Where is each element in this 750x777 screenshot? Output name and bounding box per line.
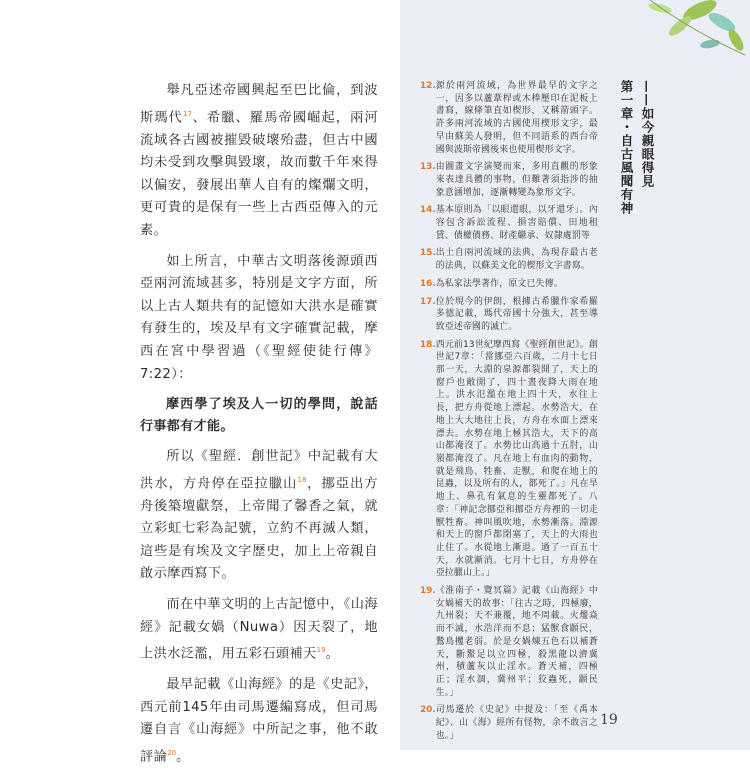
footnote-ref: 20 xyxy=(167,749,177,758)
footnote-ref: 19 xyxy=(316,646,326,655)
page-number: 19 xyxy=(600,712,618,728)
scripture-quote xyxy=(140,394,378,438)
chapter-subtitle xyxy=(636,80,656,188)
footnote-number: 16. xyxy=(420,278,436,289)
footnote-ref: 18 xyxy=(297,475,307,484)
paragraph-text: ，挪亞出方舟後築壇獻祭，上帝聞了馨香之氣，就立彩虹七彩為記號，立約不再滅人類，這些是有埃及文字歷史，加上上帝親自啟示摩西寫下。 xyxy=(140,476,379,582)
footnote-item xyxy=(420,704,598,742)
footnote-item xyxy=(420,296,598,334)
footnote-number: 19. xyxy=(420,586,436,597)
paragraph-text: 。 xyxy=(176,749,190,765)
footnote-text: 出土自兩河流域的法典，為現存最古老的法典，以蘇美文化的楔形文字書寫。 xyxy=(435,248,598,272)
notes-sidebar xyxy=(400,0,750,750)
footnote-item xyxy=(420,80,598,156)
paragraph xyxy=(140,594,378,666)
chapter-title: 第一章・自古風聞有神 xyxy=(619,80,634,215)
paragraph xyxy=(140,446,378,586)
footnote-number: 20. xyxy=(420,705,436,716)
footnote-item xyxy=(420,247,598,272)
footnote-text: 源於兩河流域，為世界最早的文字之一，因多以蘆葦桿或木棒壓印在泥板上書寫，線條筆直如楔形，又稱箭頭字。許多兩河流域的古國使用楔形文字，最早由蘇美人發明，但不同語系的西台帝國與波斯帝國後來也使用楔形文字。 xyxy=(435,81,598,155)
paragraph-text: 最早記載《山海經》的是《史記》，西元前145年由司馬遷編寫成，但司馬遷自言《山海經》中所記之事，他不敢評論 xyxy=(140,677,378,765)
body-text xyxy=(140,80,378,777)
footnote-number: 17. xyxy=(420,296,436,307)
paragraph xyxy=(140,80,378,243)
paragraph-text: 而在中華文明的上古記憶中，《山海經》記載女媧（Nuwa）因天裂了，地上洪水泛濫，用五彩石頭補天 xyxy=(140,597,378,662)
paragraph-text: 舉凡亞述帝國興起至巴比倫，到波斯瑪代 xyxy=(140,83,378,125)
footnote-text: 西元前13世紀摩西寫《聖經創世記》。創世記7章：「當挪亞六百歲，二月十七日那一天，大淵的泉源都裂開了，天上的窗戶也敞開了，四十晝夜降大雨在地上。洪水氾濫在地上四十天，水往上長，把方舟從地上漂起。水勢浩大，在地上大大地往上長，方舟在水面上漂來漂去。水勢在地上極其浩大，天下的高山都淹沒了。水勢比山高過十五肘，山嶺都淹沒了。凡在地上有血肉的動物，就是飛鳥、牲畜、走獸，和爬在地上的昆蟲，以及所有的人，都死了。」凡在旱地上、鼻孔有氣息的生靈都死了。八章：「神記念挪亞和挪亞方舟裡的一切走獸牲畜。神叫風吹地，水勢漸落。淵源和天上的窗戶都閉塞了，天上的大雨也止住了。水從地上漸退。過了一百五十天，水就漸消。七月十七日，方舟停在亞拉臘山上。」 xyxy=(435,339,598,579)
subtitle-text: 如今親眼得見 xyxy=(640,107,655,188)
paragraph-text: 、希臘、羅馬帝國崛起，兩河流域各古國被摧毀破壞殆盡，但古中國均未受到攻擊與毀壞，故而數千年來得以偏安，發展出華人自有的燦爛文明，更可貴的是保有一些上古西亞傳入的元素。 xyxy=(140,109,378,238)
paragraph-text: 所以《聖經．創世記》中記載有大洪水，方舟停在亞拉臘山 xyxy=(140,449,378,492)
footnote-text: 基本原則為「以眼還眼，以牙還牙」。內容包含訴訟流程、損害賠償、田地租賃、債權債務、財產繼承、奴隸處罰等 xyxy=(435,205,598,241)
paragraph xyxy=(140,674,378,769)
footnote-item xyxy=(420,278,598,291)
paragraph-text: 。 xyxy=(325,646,340,662)
paragraph: 如上所言，中華古文明落後源頭西亞兩河流域甚多，特別是文字方面，所以上古人類共有的記憶如大洪水是確實有發生的，埃及早有文字確實記載，摩西在宮中學習過（《聖經使徒行傳》7:22）： xyxy=(140,253,378,382)
footnote-item xyxy=(420,585,598,699)
quote-text: 摩西學了埃及人一切的學問，說話行事都有才能。 xyxy=(140,397,378,435)
footnote-number: 15. xyxy=(420,248,436,259)
footnote-ref: 17 xyxy=(182,109,192,118)
footnote-number: 13. xyxy=(420,162,436,173)
footnote-item xyxy=(420,161,598,199)
footnote-item xyxy=(420,204,598,242)
leaves-illustration xyxy=(540,0,750,60)
footnote-item xyxy=(420,339,598,580)
footnote-text: 《淮南子・覽冥篇》記載《山海經》中女媧補天的故事：「往古之時，四極廢，九州裂；天不兼覆，地不周載。火爁焱而不滅，水浩洋而不息；猛獸食顓民，鷙鳥攫老弱。於是女媧煉五色石以補蒼天，斷鰲足以立四極，殺黑龍以濟冀州，積蘆灰以止淫水。蒼天補，四極正；淫水涸，冀州平；狡蟲死，顓民生。」 xyxy=(435,586,598,698)
footnote-text: 由圖畫文字演變而來，多用直觀的形象來表達具體的事物，但難著須指涉的抽象意涵增加，逐漸轉變為象形文字。 xyxy=(435,162,598,198)
footnote-text: 司馬遷於《史記》中提及：「至《禹本紀》、山《海》經所有怪物，余不敢言之也。」 xyxy=(435,705,598,741)
separator: —— xyxy=(640,80,655,107)
footnotes xyxy=(420,80,598,747)
footnote-number: 18. xyxy=(420,339,436,350)
footnote-number: 12. xyxy=(420,81,436,91)
footnote-text: 為私家法學著作，原文已失傳。 xyxy=(435,278,563,289)
footnote-number: 14. xyxy=(420,205,436,216)
footnote-text: 位於現今的伊朗，根據古希臘作家希羅多德記載，瑪代帝國十分強大，甚至導致亞述帝國的滅亡。 xyxy=(435,296,598,332)
